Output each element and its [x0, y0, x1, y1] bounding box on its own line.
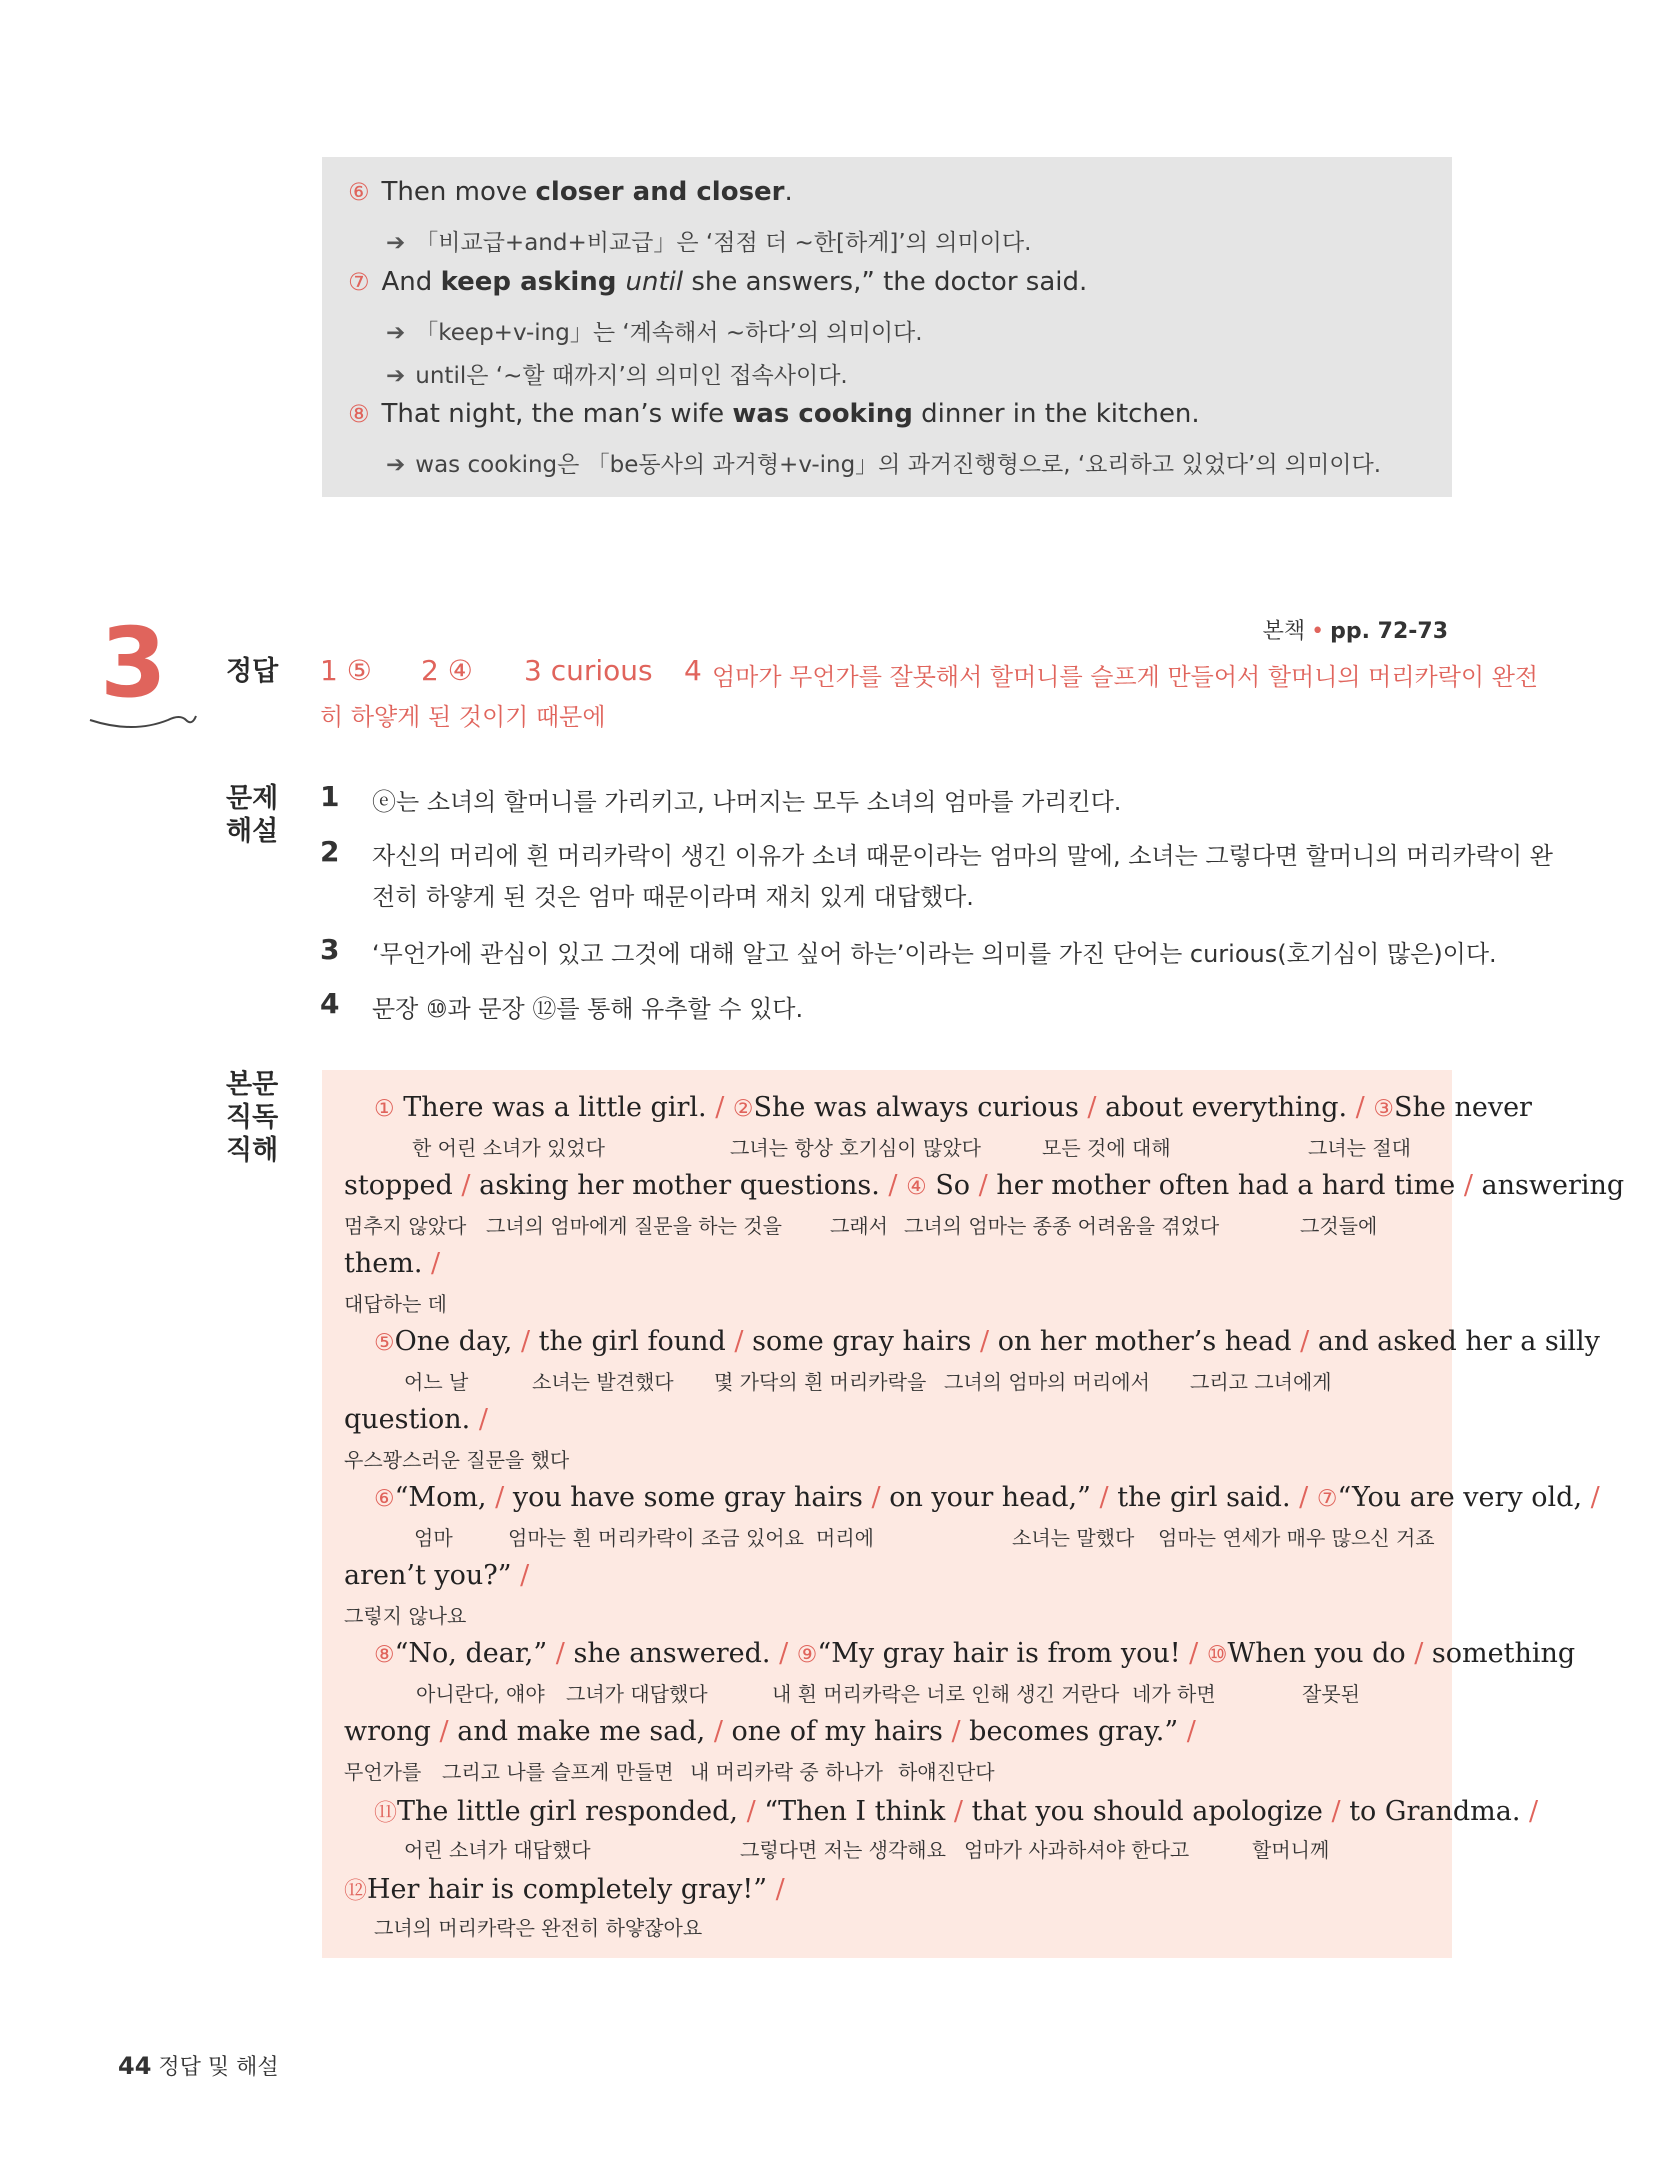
arrow-icon: ➔ [386, 320, 406, 346]
gloss: 그렇지 않나요 [344, 1604, 467, 1628]
answer-label: 정답 [226, 656, 279, 687]
gloss: 그녀의 엄마는 종종 어려움을 겪었다 [904, 1214, 1220, 1238]
gloss: 내 머리카락 중 하나가 [690, 1760, 883, 1784]
explanation-text-3: ‘무언가에 관심이 있고 그것에 대해 알고 싶어 하는’이라는 의미를 가진 단어는 curious(호기심이 많은)이다. [372, 940, 1497, 968]
gloss: 그녀의 엄마에게 질문을 하는 것을 [486, 1214, 782, 1238]
explanation-text-2-line1: 자신의 머리에 흰 머리카락이 생긴 이유가 소녀 때문이라는 엄마의 말에, 소녀는 그렇다면 할머니의 머리카락이 완 [372, 842, 1553, 870]
gloss: 그래서 [830, 1214, 888, 1238]
grammar-note-8: ➔ was cooking은 「be동사의 과거형+v-ing」의 과거진행형으로, ‘요리하고 있었다’의 의미이다. [386, 452, 1382, 478]
explanation-number-2: 2 [320, 835, 340, 868]
gloss: 아니란다, 얘야 [416, 1682, 545, 1706]
gloss: 우스꽝스러운 질문을 했다 [344, 1448, 570, 1472]
reading-line-11: ⑫Her hair is completely gray!” / [344, 1874, 785, 1905]
grammar-note-6: ➔ 「비교급+and+비교급」은 ‘점점 더 ~한[하게]’의 의미이다. [386, 230, 1032, 256]
grammar-note-7b: ➔ until은 ‘~할 때까지’의 의미인 접속사이다. [386, 363, 848, 389]
gloss: 대답하는 데 [344, 1292, 447, 1316]
answer-4-number: 4 [684, 654, 702, 687]
gloss: 그렇다면 저는 생각해요 [740, 1838, 946, 1862]
gloss: 무언가를 [344, 1760, 422, 1784]
grammar-sentence-7: ⑦ And keep asking until she answers,” the doctor said. [348, 267, 1088, 297]
gloss: 잘못된 [1302, 1682, 1360, 1706]
gloss: 내 흰 머리카락은 너로 인해 생긴 거란다 [772, 1682, 1120, 1706]
explanation-label: 문제 해설 [226, 783, 279, 847]
gloss: 머리에 [816, 1526, 874, 1550]
answer-1: 1 ⑤ [320, 654, 372, 687]
explanation-text-4: 문장 ⑩과 문장 ⑫를 통해 유추할 수 있다. [372, 995, 804, 1023]
gloss: 그녀의 머리카락은 완전히 하얗잖아요 [374, 1916, 703, 1940]
arrow-icon: ➔ [386, 452, 406, 478]
gloss: 그녀는 절대 [1308, 1136, 1411, 1160]
reading-label: 본문 직독 직해 [226, 1069, 279, 1166]
gloss: 그녀의 엄마의 머리에서 [944, 1370, 1150, 1394]
gloss: 그리고 그녀에게 [1190, 1370, 1332, 1394]
explanation-number-1: 1 [320, 780, 340, 813]
grammar-notes-box [322, 157, 1452, 497]
explanation-number-3: 3 [320, 933, 340, 966]
answer-2: 2 ④ [421, 654, 473, 687]
section-number: 3 [100, 607, 167, 719]
grammar-note-7a: ➔ 「keep+v-ing」는 ‘계속해서 ~하다’의 의미이다. [386, 320, 923, 346]
gloss: 네가 하면 [1132, 1682, 1216, 1706]
gloss: 소녀는 발견했다 [532, 1370, 674, 1394]
answer-4-text-line2: 히 하얗게 된 것이기 때문에 [320, 703, 606, 731]
explanation-number-4: 4 [320, 987, 340, 1020]
gloss: 어느 날 [404, 1370, 469, 1394]
gloss: 그녀는 항상 호기심이 많았다 [730, 1136, 981, 1160]
reading-translation-box [322, 1070, 1625, 1958]
grammar-sentence-6: ⑥ Then move closer and closer. [348, 177, 793, 207]
reading-line-8: ⑧“No, dear,” / she answered. / ⑨“My gray hair is from you! / ⑩When you do / something [374, 1638, 1576, 1669]
gloss: 한 어린 소녀가 있었다 [412, 1136, 605, 1160]
page-footer [118, 2050, 279, 2081]
gloss: 모든 것에 대해 [1042, 1136, 1171, 1160]
gloss: 그녀가 대답했다 [566, 1682, 708, 1706]
reading-line-9: wrong / and make me sad, / one of my hairs / becomes gray.” / [344, 1716, 1196, 1747]
reading-line-4: ⑤One day, / the girl found / some gray hairs / on her mother’s head / and asked her a silly [374, 1326, 1600, 1357]
gloss: 그것들에 [1300, 1214, 1378, 1238]
reading-line-1: ① There was a little girl. / ②She was always curious / about everything. / ③She never [374, 1092, 1532, 1123]
reading-line-7: aren’t you?” / [344, 1560, 530, 1591]
footer-label: 정답 및 해설 [158, 2055, 279, 2080]
gloss: 할머니께 [1252, 1838, 1330, 1862]
reading-line-3: them. / [344, 1248, 441, 1279]
explanation-text-1: ⓔ는 소녀의 할머니를 가리키고, 나머지는 모두 소녀의 엄마를 가리킨다. [372, 788, 1122, 816]
gloss: 엄마는 연세가 매우 많으신 거죠 [1158, 1526, 1435, 1550]
gloss: 엄마 [414, 1526, 453, 1550]
arrow-icon: ➔ [386, 363, 406, 389]
section-number-swoosh-icon [88, 700, 198, 730]
reading-line-5: question. / [344, 1404, 488, 1435]
gloss: 소녀는 말했다 [1012, 1526, 1135, 1550]
gloss: 그리고 나를 슬프게 만들면 [442, 1760, 674, 1784]
gloss: 멈추지 않았다 [344, 1214, 467, 1238]
page-number: 44 [118, 2052, 152, 2080]
gloss: 몇 가닥의 흰 머리카락을 [714, 1370, 927, 1394]
book-page-reference: 본책 • pp. 72-73 [1262, 619, 1448, 644]
answer-3: 3 curious [524, 654, 653, 687]
reading-line-6: ⑥“Mom, / you have some gray hairs / on your head,” / the girl said. / ⑦“You are very old, / [374, 1482, 1600, 1513]
gloss: 엄마는 흰 머리카락이 조금 있어요 [508, 1526, 804, 1550]
gloss: 어린 소녀가 대답했다 [404, 1838, 591, 1862]
reading-line-10: ⑪The little girl responded, / “Then I think / that you should apologize / to Grandma. / [374, 1796, 1539, 1827]
grammar-sentence-8: ⑧ That night, the man’s wife was cooking dinner in the kitchen. [348, 399, 1200, 429]
explanation-text-2-line2: 전히 하얗게 된 것은 엄마 때문이라며 재치 있게 대답했다. [372, 883, 974, 911]
gloss: 엄마가 사과하셔야 한다고 [964, 1838, 1190, 1862]
reading-line-2: stopped / asking her mother questions. / ④ So / her mother often had a hard time / answering [344, 1170, 1625, 1201]
answer-4-text-line1: 엄마가 무언가를 잘못해서 할머니를 슬프게 만들어서 할머니의 머리카락이 완전 [712, 663, 1539, 691]
gloss: 하얘진단다 [898, 1760, 995, 1784]
arrow-icon: ➔ [386, 230, 406, 256]
